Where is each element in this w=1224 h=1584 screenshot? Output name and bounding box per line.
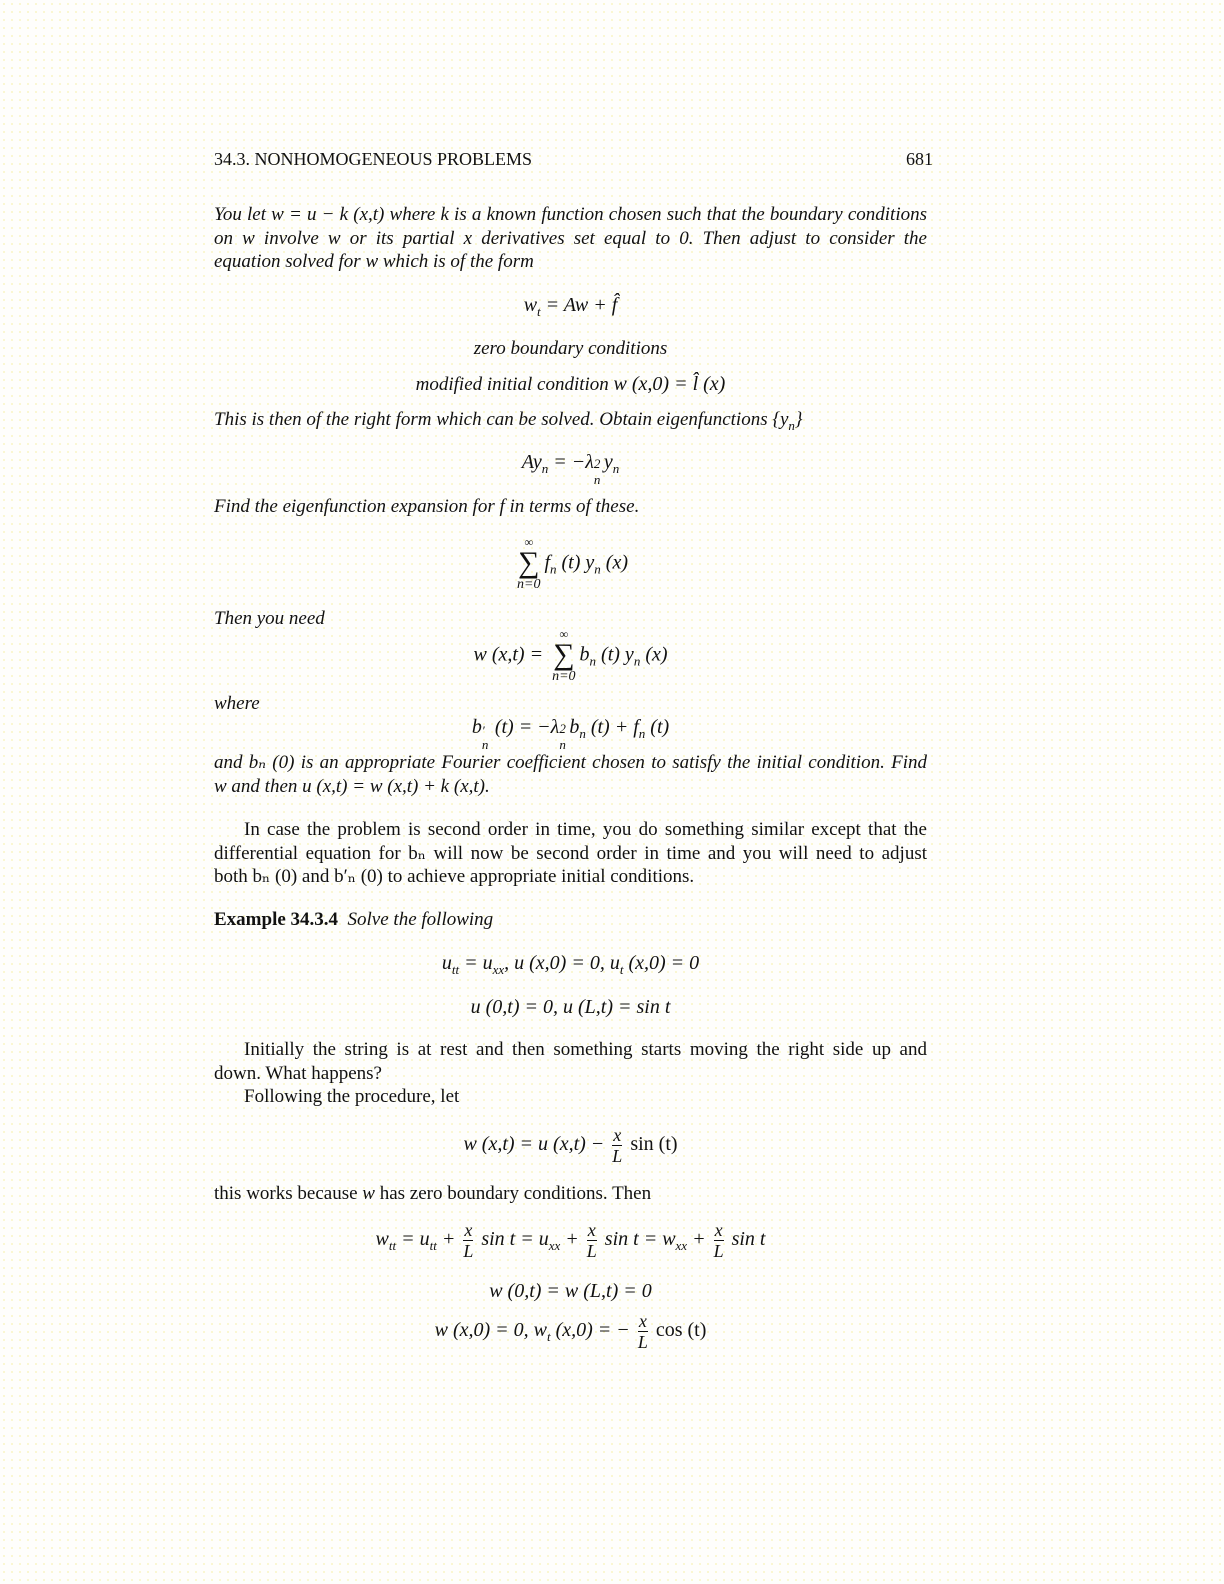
initially-line-1: Initially the string is at rest and then something starts moving the right side up and	[244, 1039, 927, 1060]
initially-paragraph	[214, 1038, 927, 1109]
second-order-line-2: differential equation for bₙ will now be second order in time and you will need to adjust	[214, 842, 927, 864]
example-pde: $u_{tt} = u_{xx}$, u (x,0) = 0, $u_t$ (x,0) = 0	[441, 952, 700, 977]
then-you-need: Then you need	[214, 608, 325, 629]
right-form-sentence: This is then of the right form which can be solved. Obtain eigenfunctions $\{y_n\}$	[214, 409, 803, 433]
intro-line-1: You let w = u − k (x,t) where k is a known function chosen such that the boundary conditions	[214, 204, 927, 225]
fraction-x-over-l: $\frac{x}{L}$	[463, 1220, 474, 1261]
zero-boundary-conditions: zero boundary conditions	[473, 338, 668, 359]
summation-sign: ∞ ∑ n=0	[552, 627, 576, 684]
intro-line-3: equation solved for w which is of the form	[214, 251, 534, 272]
summation-sign: ∞ ∑ n=0	[517, 535, 541, 592]
intro-line-2: on w involve w or its partial x derivatives set equal to 0. Then adjust to consider the	[214, 227, 927, 249]
second-order-line-3: both bₙ (0) and b′ₙ (0) to achieve appropriate initial conditions.	[214, 866, 695, 887]
initially-line-3: Following the procedure, let	[244, 1086, 460, 1107]
example-label: Example 34.3.4	[214, 909, 339, 930]
intro-paragraph	[214, 203, 927, 274]
fraction-x-over-l: $\frac{x}{L}$	[586, 1220, 597, 1261]
page-number: 681	[906, 149, 933, 169]
example-text: Solve the following	[347, 909, 494, 930]
second-order-paragraph	[214, 818, 927, 889]
where-label: where	[214, 693, 260, 714]
w-boundary-conditions: w (0,t) = w (L,t) = 0	[489, 1280, 652, 1302]
w-initial-conditions: w (x,0) = 0, $w_t$ (x,0) = − $\frac{x}{L}$ cos (t)	[434, 1311, 707, 1352]
modified-initial-condition: modified initial condition w (x,0) = l̂ (x)	[415, 373, 726, 395]
eigen-equation: $Ay_n = -\lambda$ 2 n $y_n$	[521, 451, 620, 487]
second-order-line-1: In case the problem is second order in time, you do something similar except that the	[244, 819, 927, 840]
and-bn-line-2: w and then u (x,t) = w (x,t) + k (x,t).	[214, 775, 490, 797]
w-definition: w (x,t) = u (x,t) − $\frac{x}{L}$ sin (t)	[463, 1125, 678, 1166]
initially-line-2: down. What happens?	[214, 1062, 382, 1084]
example-boundary-conditions: u (0,t) = 0, u (L,t) = sin t	[470, 996, 671, 1018]
and-bn-paragraph	[214, 751, 927, 798]
fraction-x-over-l: $\frac{x}{L}$	[612, 1125, 623, 1166]
fraction-x-over-l: $\frac{x}{L}$	[713, 1220, 724, 1261]
and-bn-line-1: and bₙ (0) is an appropriate Fourier coefficient chosen to satisfy the initial condition. Find	[214, 752, 927, 773]
wtt-equation: $w_{tt} = u_{tt}$ + $\frac{x}{L}$ $\sin t = u_{xx}$ + $\frac{x}{L}$ $\sin t = w_{xx}$ + $\frac{x}{L}$ sin t	[375, 1220, 766, 1261]
example-heading	[214, 908, 493, 932]
eigenfunction-expansion-sum: ∞ ∑ n=0 $f_n$ (t) $y_n$ (x)	[517, 535, 628, 592]
running-title: 34.3. NONHOMOGENEOUS PROBLEMS	[214, 149, 533, 169]
this-works-sentence: this works because w has zero boundary conditions. Then	[214, 1183, 652, 1204]
fraction-x-over-l: $\frac{x}{L}$	[637, 1311, 648, 1352]
bn-ode: b ′ n (t) = −λ 2 n $b_n$ $(t) + f_n$ (t)	[471, 716, 670, 752]
find-expansion-sentence: Find the eigenfunction expansion for f in terms of these.	[214, 496, 640, 517]
equation-form: $w_t = Aw$ + f̂	[523, 294, 618, 319]
w-series: w (x,t) = ∞ ∑ n=0 $b_n$ (t) $y_n$ (x)	[473, 627, 668, 684]
